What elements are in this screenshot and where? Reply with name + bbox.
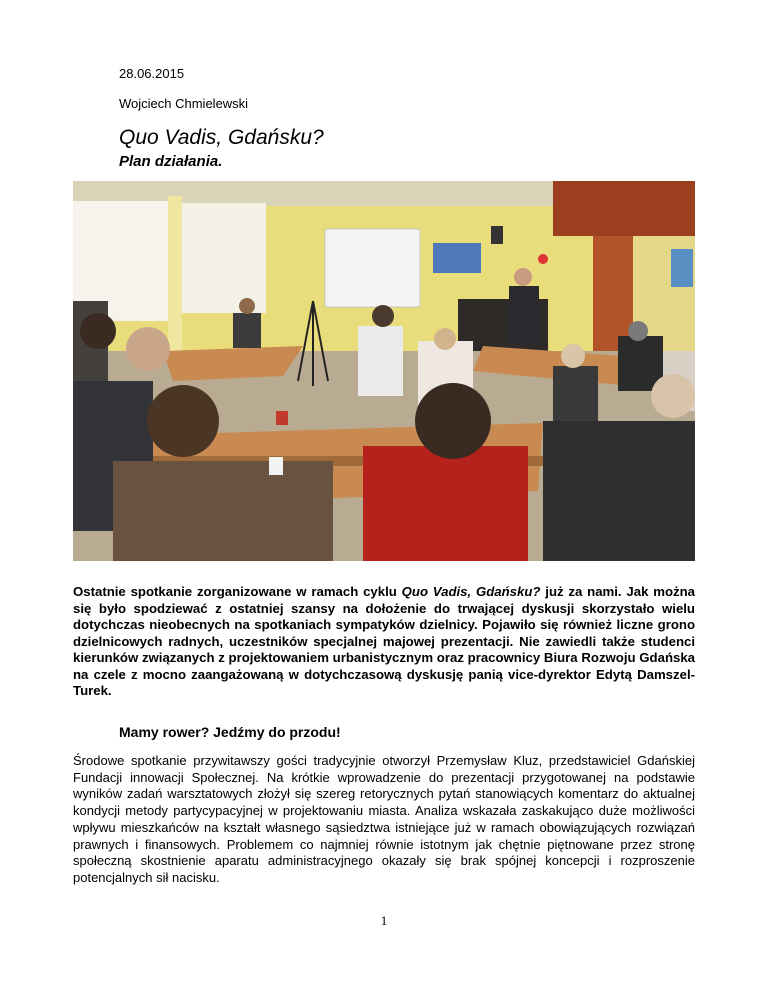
- lead-text-start: Ostatnie spotkanie zorganizowane w ramach cyklu: [73, 584, 402, 599]
- document-date: 28.06.2015: [119, 66, 185, 81]
- page-number: 1: [380, 913, 388, 928]
- body-paragraph: [73, 753, 695, 887]
- meeting-photo-illustration: [73, 181, 695, 561]
- document-author: Wojciech Chmielewski: [119, 96, 249, 111]
- body-paragraph-text: Środowe spotkanie przywitawszy gości tradycyjnie otworzył Przemysław Kluz, przedstawiciel Gdańskiej Fundacji innowacji Społecznej. Na krótkie wprowadzenie do prezentacji przygotowanej na podstawie wyników zadań warsztatowych złożył się szereg retorycznych pytań stanowiących komentarz do aktualnej kondycji metody partycypacyjnej w projektowaniu miasta. Analiza wskazała zaskakująco duże możliwości wpływu mieszkańców na kształt własnego sąsiedztwa istniejące już w ramach obowiązujących rozwiązań prawnych i finansowych. Problemem co najmniej równie istotnym jak chętnie piętnowane przez stronę społeczną skostnienie aparatu administracyjnego okazały się brak spójnej koncepcji i rozproszenie potencjalnych sił nacisku.: [73, 753, 695, 885]
- meeting-photo: [73, 181, 695, 561]
- document-title: Quo Vadis, Gdańsku?: [119, 126, 324, 149]
- lead-italic-cycle-name: Quo Vadis, Gdańsku?: [401, 584, 541, 599]
- lead-paragraph: [73, 584, 695, 700]
- lead-text-rest: już za nami. Jak można się było spodziewać z ostatniej szansy na dołożenie do trwającej dyskusji skorzystało wielu dotychczas nieobecnych na spotkaniach sympatyków dzielnicy. Pojawiło się również liczne grono dzielnicowych radnych, uczestników specjalnej majowej prezentacji. Nie zawiedli także studenci kierunków związanych z projektowaniem urbanistycznym oraz pracownicy Biura Rozwoju Gdańska na czele z mocno zaangażowaną w dotychczasową dyskusję panią vice-dyrektor Edytą Damszel-Turek.: [73, 584, 695, 698]
- section-heading: Mamy rower? Jedźmy do przodu!: [119, 724, 341, 740]
- document-subtitle: Plan działania.: [119, 153, 223, 170]
